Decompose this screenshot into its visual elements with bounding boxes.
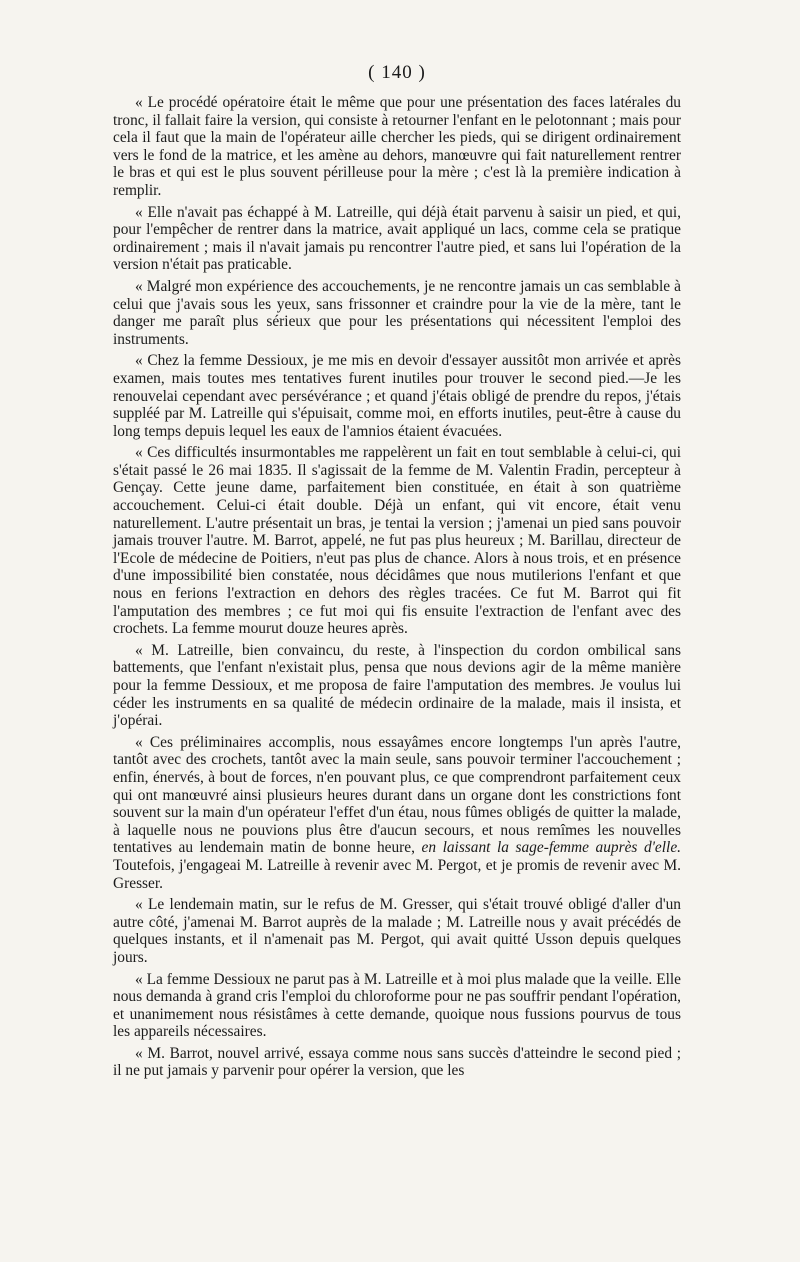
document-page [113,62,681,1252]
paragraph-4: « Chez la femme Dessioux, je me mis en devoir d'essayer aussitôt mon arrivée et après examen, mais toutes mes tentatives furent inutiles pour trouver le second pied.—Je les renouvelai cependant avec persévérance ; et quand j'étais obligé de prendre du repos, j'étais suppléé par M. Latreille qui s'épuisait, comme moi, en efforts inutiles, peut-être à cause du long temps depuis lequel les eaux de l'amnios étaient évacuées. [113,352,681,440]
paragraph-5: « Ces difficultés insurmontables me rappelèrent un fait en tout semblable à celui-ci, qui s'était passé le 26 mai 1835. Il s'agissait de la femme de M. Valentin Fradin, percepteur à Gençay. Cette jeune dame, parfaitement bien constituée, en était à son quatrième accouchement. Celui-ci était double. Déjà un enfant, qui vit encore, était venu naturellement. L'autre présentait un bras, je tentai la version ; j'amenai un pied sans pouvoir jamais trouver l'autre. M. Barrot, appelé, ne fut pas plus heureux ; M. Barillau, directeur de l'Ecole de médecine de Poitiers, n'eut pas plus de chance. Alors à nous trois, et en présence d'une impossibilité bien constatée, nous décidâmes que nous mutilerions l'enfant et que nous en ferions l'extraction en dehors des règles tracées. Ce fut M. Barrot qui fit l'amputation des membres ; ce fut moi qui fis ensuite l'extraction de l'enfant avec des crochets. La femme mourut douze heures après. [113,444,681,638]
paragraph-7-italic: en laissant la sage-femme auprès d'elle. [421,839,681,857]
paragraph-6: « M. Latreille, bien convaincu, du reste, à l'inspection du cordon ombilical sans battements, que l'enfant n'existait plus, pensa que nous devions agir de la même manière pour la femme Dessioux, et me proposa de faire l'amputation des membres. Je voulus lui céder les instruments en sa qualité de médecin ordinaire de la malade, mais il insista, et j'opérai. [113,641,681,730]
paragraph-7-text: « Ces préliminaires accomplis, nous essayâmes encore longtemps l'un après l'autre, tantôt avec des crochets, tantôt avec la main seule, sans pouvoir terminer l'accouchement ; enfin, énervés, à bout de forces, n'en pouvant plus, ce que comprendront parfaitement ceux qui ont manœuvré ainsi plusieurs heures durant dans un organe dont les constrictions font souvent sur la main d'un opérateur l'effet d'un étau, nous fûmes obligés de quitter la malade, à laquelle nous ne pouvions plus être d'aucun secours, et nous remîmes les nouvelles tentatives au lendemain matin de bonne heure, [113,733,681,857]
paragraph-2: « Elle n'avait pas échappé à M. Latreille, qui déjà était parvenu à saisir un pied, et qui, pour l'empêcher de rentrer dans la matrice, avait appliqué un lacs, comme cela se pratique ordinairement ; mais il n'avait jamais pu rencontrer l'autre pied, et sans lui l'opération de la version n'était pas praticable. [113,203,681,274]
page-number: ( 140 ) [368,62,426,83]
paragraph-9: « La femme Dessioux ne parut pas à M. Latreille et à moi plus malade que la veille. Elle nous demanda à grand cris l'emploi du chloroforme pour ne pas souffrir pendant l'opération, et unanimement nous résistâmes à cette demande, quoique nous fussions pourvus de tous les appareils nécessaires. [113,970,681,1041]
paragraph-7 [113,734,681,892]
paragraph-8: « Le lendemain matin, sur le refus de M. Gresser, qui s'était trouvé obligé d'aller d'un autre côté, j'amenai M. Barrot auprès de la malade ; M. Latreille nous y avait précédés de quelques instants, et il n'amenait pas M. Pergot, qui avait quitté Usson depuis quelques jours. [113,896,681,966]
paragraph-1: « Le procédé opératoire était le même que pour une présentation des faces latérales du tronc, il fallait faire la version, qui consiste à retourner l'enfant en le pelotonnant ; mais pour cela il faut que la main de l'opérateur aille chercher les pieds, qui se dirigent ordinairement vers le fond de la matrice, et les amène au dehors, manœuvre qui fait naturellement rentrer le bras et qui est le plus souvent périlleuse pour la mère ; c'est là la première indication à remplir. [113,94,681,199]
paragraph-7-tail: Toutefois, j'engageai M. Latreille à revenir avec M. Pergot, et je promis de revenir avec M. Gresser. [113,856,681,892]
paragraph-3: « Malgré mon expérience des accouchements, je ne rencontre jamais un cas semblable à celui que j'avais sous les yeux, sans frissonner et craindre pour la vie de la mère, tant le danger me paraît plus sérieux que pour les présentations qui nécessitent l'emploi des instruments. [113,277,681,348]
paragraph-10: « M. Barrot, nouvel arrivé, essaya comme nous sans succès d'atteindre le second pied ; il ne put jamais y parvenir pour opérer la version, que les [113,1044,681,1080]
